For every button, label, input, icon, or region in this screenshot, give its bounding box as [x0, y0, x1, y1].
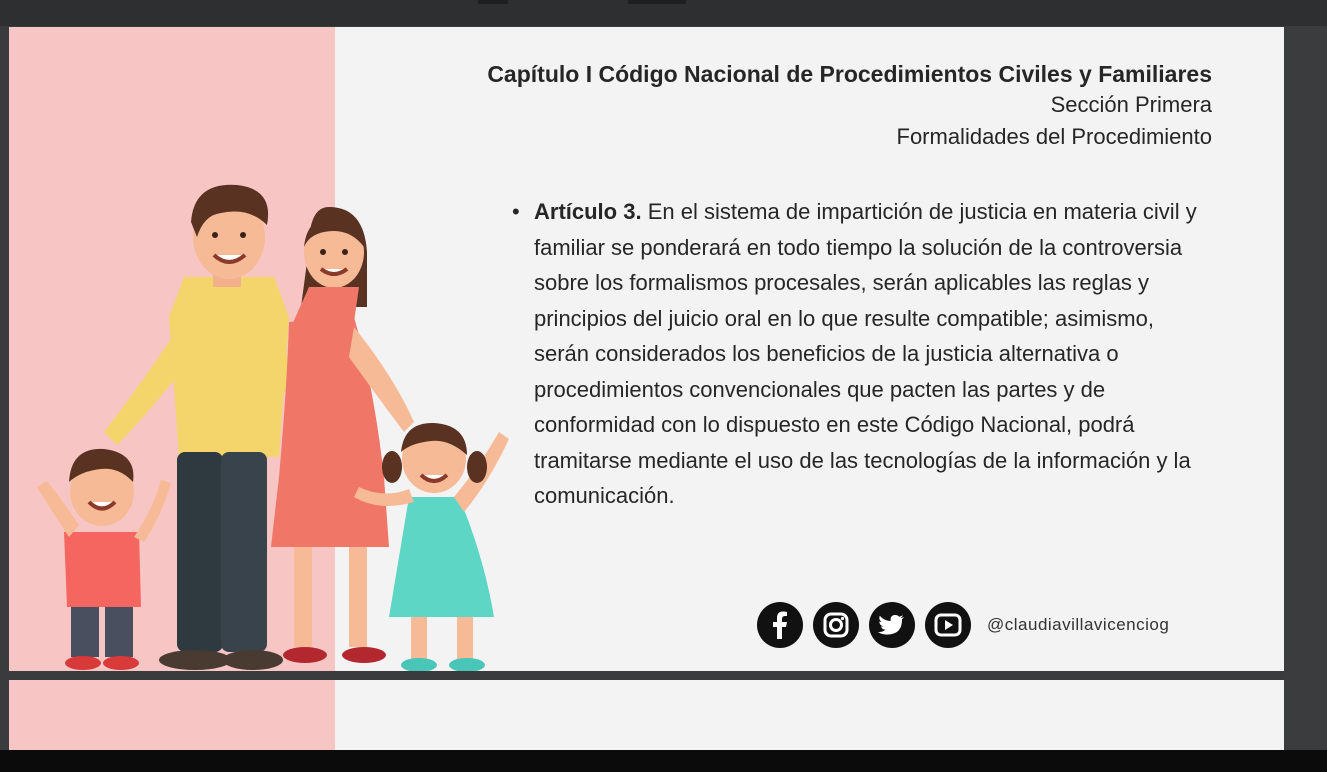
section-title: Sección Primera: [1050, 92, 1212, 117]
viewer-right-gutter: [1284, 26, 1327, 750]
top-bar-mark: [478, 0, 508, 4]
bullet-mark: •: [512, 199, 520, 224]
article-body: [534, 194, 1202, 514]
article-text: En el sistema de impartición de justicia en materia civil y familiar se ponderará en todo tiempo la solución de la controversia sobre los formalismos procesales, serán aplicables las reglas y principios del juicio oral en lo que resulte compatible; asimismo, serán considerados los beneficios de la justicia alternativa o procedimientos convencionales que pacten las partes y de conformidad con lo dispuesto en este Código Nacional, podrá tramitarse mediante el uso de las tecnologías de la información y la comunicación.: [534, 199, 1197, 508]
subsection-title: Formalidades del Procedimiento: [896, 124, 1212, 149]
mother-figure: [271, 207, 414, 663]
boy-figure: [37, 449, 171, 670]
presentation-slide: [9, 27, 1284, 671]
slide-heading: [487, 59, 1212, 153]
chapter-title: Capítulo I Código Nacional de Procedimientos Civiles y Familiares: [487, 61, 1212, 87]
youtube-icon[interactable]: [925, 602, 971, 648]
pink-side-band: [9, 680, 335, 750]
instagram-icon[interactable]: [813, 602, 859, 648]
article-bullet: [512, 194, 1202, 514]
social-links: [757, 600, 1169, 650]
viewer-bottom-bar: [0, 750, 1327, 772]
top-bar-mark: [628, 0, 686, 4]
article-number: Artículo 3.: [534, 199, 642, 224]
twitter-icon[interactable]: [869, 602, 915, 648]
facebook-icon[interactable]: [757, 602, 803, 648]
next-slide-preview: [9, 680, 1284, 750]
family-illustration: [9, 177, 529, 671]
social-handle[interactable]: @claudiavillavicenciog: [987, 615, 1170, 634]
viewer-top-bar: [0, 0, 1327, 26]
